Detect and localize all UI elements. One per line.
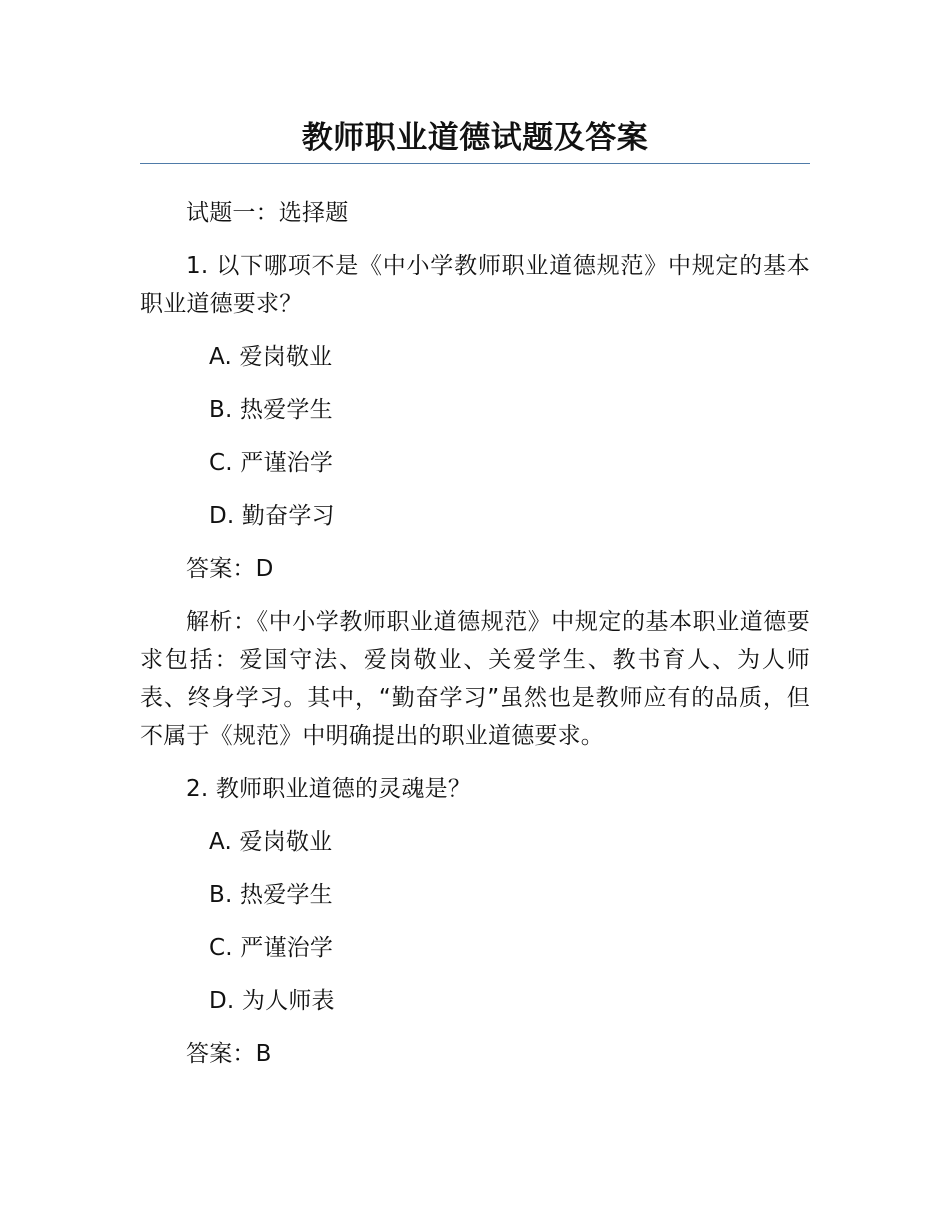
question-1-answer: 答案：D <box>186 556 274 582</box>
question-2-option-c: C. 严谨治学 <box>209 935 334 961</box>
title-underline <box>140 163 810 164</box>
question-2-answer: 答案：B <box>186 1041 272 1067</box>
document-page <box>140 0 810 1088</box>
document-title: 教师职业道德试题及答案 <box>301 120 649 156</box>
question-1-option-d: D. 勤奋学习 <box>209 503 335 529</box>
section-heading: 试题一：选择题 <box>186 200 349 226</box>
question-1-explanation: 解析：《中小学教师职业道德规范》中规定的基本职业道德要求包括：爱国守法、爱岗敬业、关爱学生、教书育人、为人师表、终身学习。其中，“勤奋学习”虽然也是教师应有的品质，但不属于《规范》中明确提出的职业道德要求。 <box>140 609 810 749</box>
question-2-option-a: A. 爱岗敬业 <box>209 829 333 855</box>
question-1-option-b: B. 热爱学生 <box>209 397 333 423</box>
document-body <box>140 194 810 1073</box>
question-1-stem: 1. 以下哪项不是《中小学教师职业道德规范》中规定的基本职业道德要求？ <box>140 253 810 317</box>
question-2-option-d: D. 为人师表 <box>209 988 335 1014</box>
question-2-option-b: B. 热爱学生 <box>209 882 333 908</box>
question-1-option-c: C. 严谨治学 <box>209 450 334 476</box>
question-2-stem: 2. 教师职业道德的灵魂是？ <box>186 776 472 802</box>
question-1-option-a: A. 爱岗敬业 <box>209 344 333 370</box>
